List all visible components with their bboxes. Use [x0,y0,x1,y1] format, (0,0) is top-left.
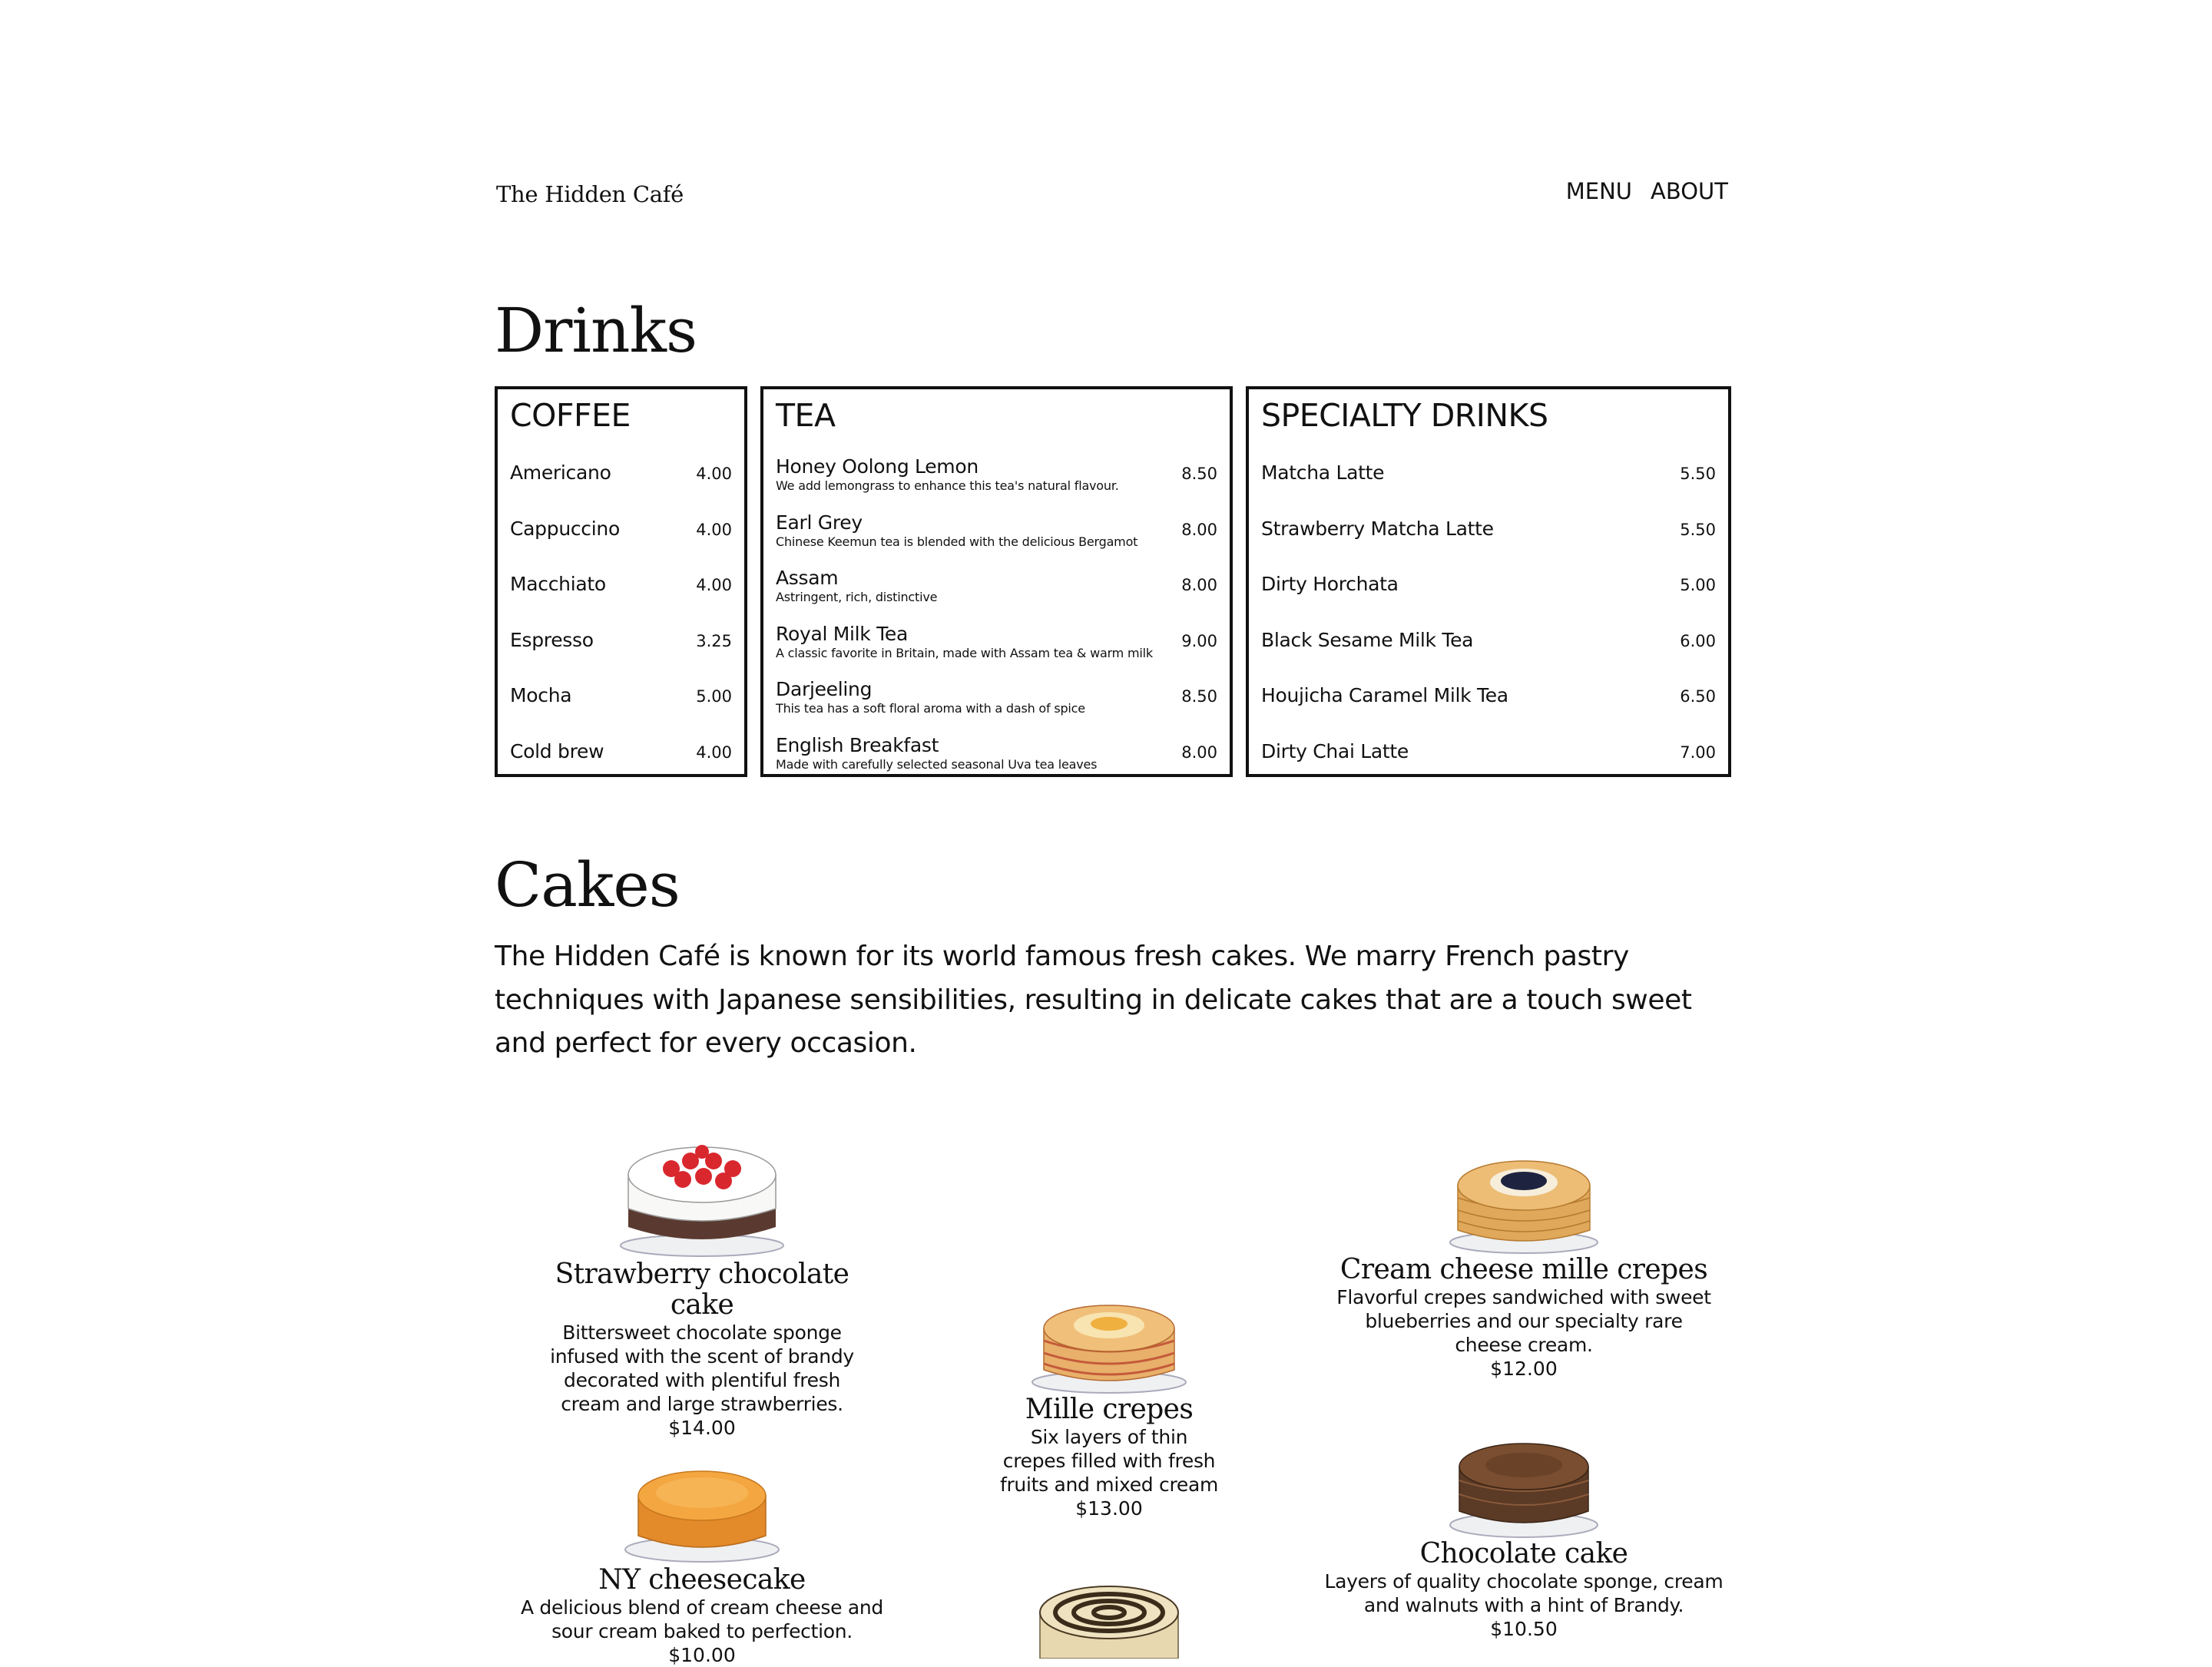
item-price: 6.50 [1680,687,1716,706]
cake-price: $10.00 [668,1644,736,1666]
cake-price: $14.00 [668,1417,736,1439]
item-name: Black Sesame Milk Tea [1261,628,1474,651]
menu-item [776,551,1217,607]
item-name: Americano [510,461,611,484]
specialty-menu-box [1246,386,1731,777]
item-name: Earl Grey [776,511,863,534]
menu-item [510,440,732,496]
menu-item [510,719,732,775]
cake-card [1324,1139,1724,1381]
menu-item [776,719,1217,775]
menu-item [776,607,1217,663]
cake-card [994,1287,1224,1520]
menu-item [776,496,1217,552]
item-name: Darjeeling [776,678,873,700]
cakes-intro: The Hidden Café is known for its world famous fresh cakes. We marry French pastry techniques with Japanese sensibilities, resulting in delicate cakes that are a touch sweet and perfect for every occasion. [495,941,1692,1059]
menu-item [510,607,732,663]
item-price: 8.50 [1181,687,1217,706]
item-price: 8.00 [1181,576,1217,594]
cake-name: Mille crepes [1025,1394,1194,1425]
cake-card [525,1129,879,1440]
item-name: Dirty Chai Latte [1261,739,1409,762]
item-price: 5.00 [696,687,732,706]
item-name: Espresso [510,628,594,651]
striped-cake-icon [1025,1582,1194,1659]
nav-about-link[interactable]: ABOUT [1651,178,1728,204]
cheesecake-icon [621,1457,783,1565]
item-name: Strawberry Matcha Latte [1261,517,1494,540]
cake-description: Flavorful crepes sandwiched with sweet blueberries and our specialty rare cheese cream. [1336,1286,1711,1356]
cake-card [510,1457,894,1667]
menu-item [510,663,732,719]
blueberry-crepe-cake-icon [1447,1139,1601,1255]
menu-item [776,440,1217,496]
chocolate-cake-icon [1447,1428,1601,1539]
item-description: We add lemongrass to enhance this tea's natural flavour. [776,478,1119,493]
item-name: Houjicha Caramel Milk Tea [1261,684,1508,706]
cake-price: $10.50 [1490,1618,1558,1640]
brand-link[interactable]: The Hidden Café [496,181,684,207]
item-price: 8.00 [1181,520,1217,539]
cake-description: Bittersweet chocolate sponge infused with the scent of brandy decorated with plentiful fresh cream and large strawberries. [550,1321,854,1415]
item-name: Macchiato [510,573,606,595]
item-price: 4.00 [696,576,732,594]
cake-description: Layers of quality chocolate sponge, cream and walnuts with a hint of Brandy. [1324,1570,1724,1616]
drinks-heading: Drinks [495,295,697,366]
menu-item [776,663,1217,719]
mille-crepe-cake-icon [1028,1287,1190,1394]
item-price: 4.00 [696,465,732,483]
menu-item [1261,551,1716,607]
item-price: 8.00 [1181,743,1217,762]
cake-name: Strawberry chocolate cake [555,1259,849,1321]
menu-item [1261,496,1716,552]
top-nav [1566,178,1728,204]
item-price: 4.00 [696,743,732,762]
item-price: 6.00 [1680,631,1716,650]
item-price: 4.00 [696,520,732,539]
item-price: 3.25 [696,631,732,650]
item-name: English Breakfast [776,733,939,756]
item-description: Made with carefully selected seasonal Uva tea leaves [776,756,1098,772]
menu-item [1261,663,1716,719]
item-description: Astringent, rich, distinctive [776,590,938,604]
cake-description: A delicious blend of cream cheese and sour cream baked to perfection. [520,1596,883,1642]
item-name: Dirty Horchata [1261,573,1399,595]
tea-menu-box [760,386,1233,777]
cake-price: $12.00 [1490,1358,1558,1380]
item-name: Cappuccino [510,517,620,540]
strawberry-cake-icon [618,1129,786,1259]
item-name: Matcha Latte [1261,461,1385,484]
coffee-menu-box [495,386,747,777]
tea-heading: TEA [776,397,836,434]
item-name: Honey Oolong Lemon [776,455,979,478]
nav-menu-link[interactable]: MENU [1565,178,1632,204]
item-name: Mocha [510,684,572,706]
cake-name: Chocolate cake [1419,1538,1628,1569]
menu-item [510,551,732,607]
item-price: 8.50 [1181,465,1217,483]
menu-item [1261,607,1716,663]
cake-price: $13.00 [1075,1497,1143,1520]
item-description: A classic favorite in Britain, made with Assam tea & warm milk [776,645,1153,660]
item-price: 7.00 [1680,743,1716,762]
specialty-heading: SPECIALTY DRINKS [1261,397,1548,434]
menu-item [1261,440,1716,496]
item-name: Royal Milk Tea [776,622,908,645]
cakes-heading: Cakes [495,849,680,921]
item-price: 5.50 [1680,465,1716,483]
item-description: This tea has a soft floral aroma with a dash of spice [776,701,1085,716]
item-price: 5.50 [1680,520,1716,539]
menu-item [510,496,732,552]
menu-item [1261,719,1716,775]
item-name: Cold brew [510,739,604,762]
cake-card [1316,1428,1731,1641]
cake-description: Six layers of thin crepes filled with fresh fruits and mixed cream [999,1426,1219,1496]
item-description: Chinese Keemun tea is blended with the delicious Bergamot [776,534,1138,549]
item-price: 9.00 [1181,631,1217,650]
coffee-heading: COFFEE [510,397,631,434]
cake-name: NY cheesecake [598,1564,806,1596]
cake-name: Cream cheese mille crepes [1339,1254,1708,1285]
item-name: Assam [776,567,839,589]
item-price: 5.00 [1680,576,1716,594]
